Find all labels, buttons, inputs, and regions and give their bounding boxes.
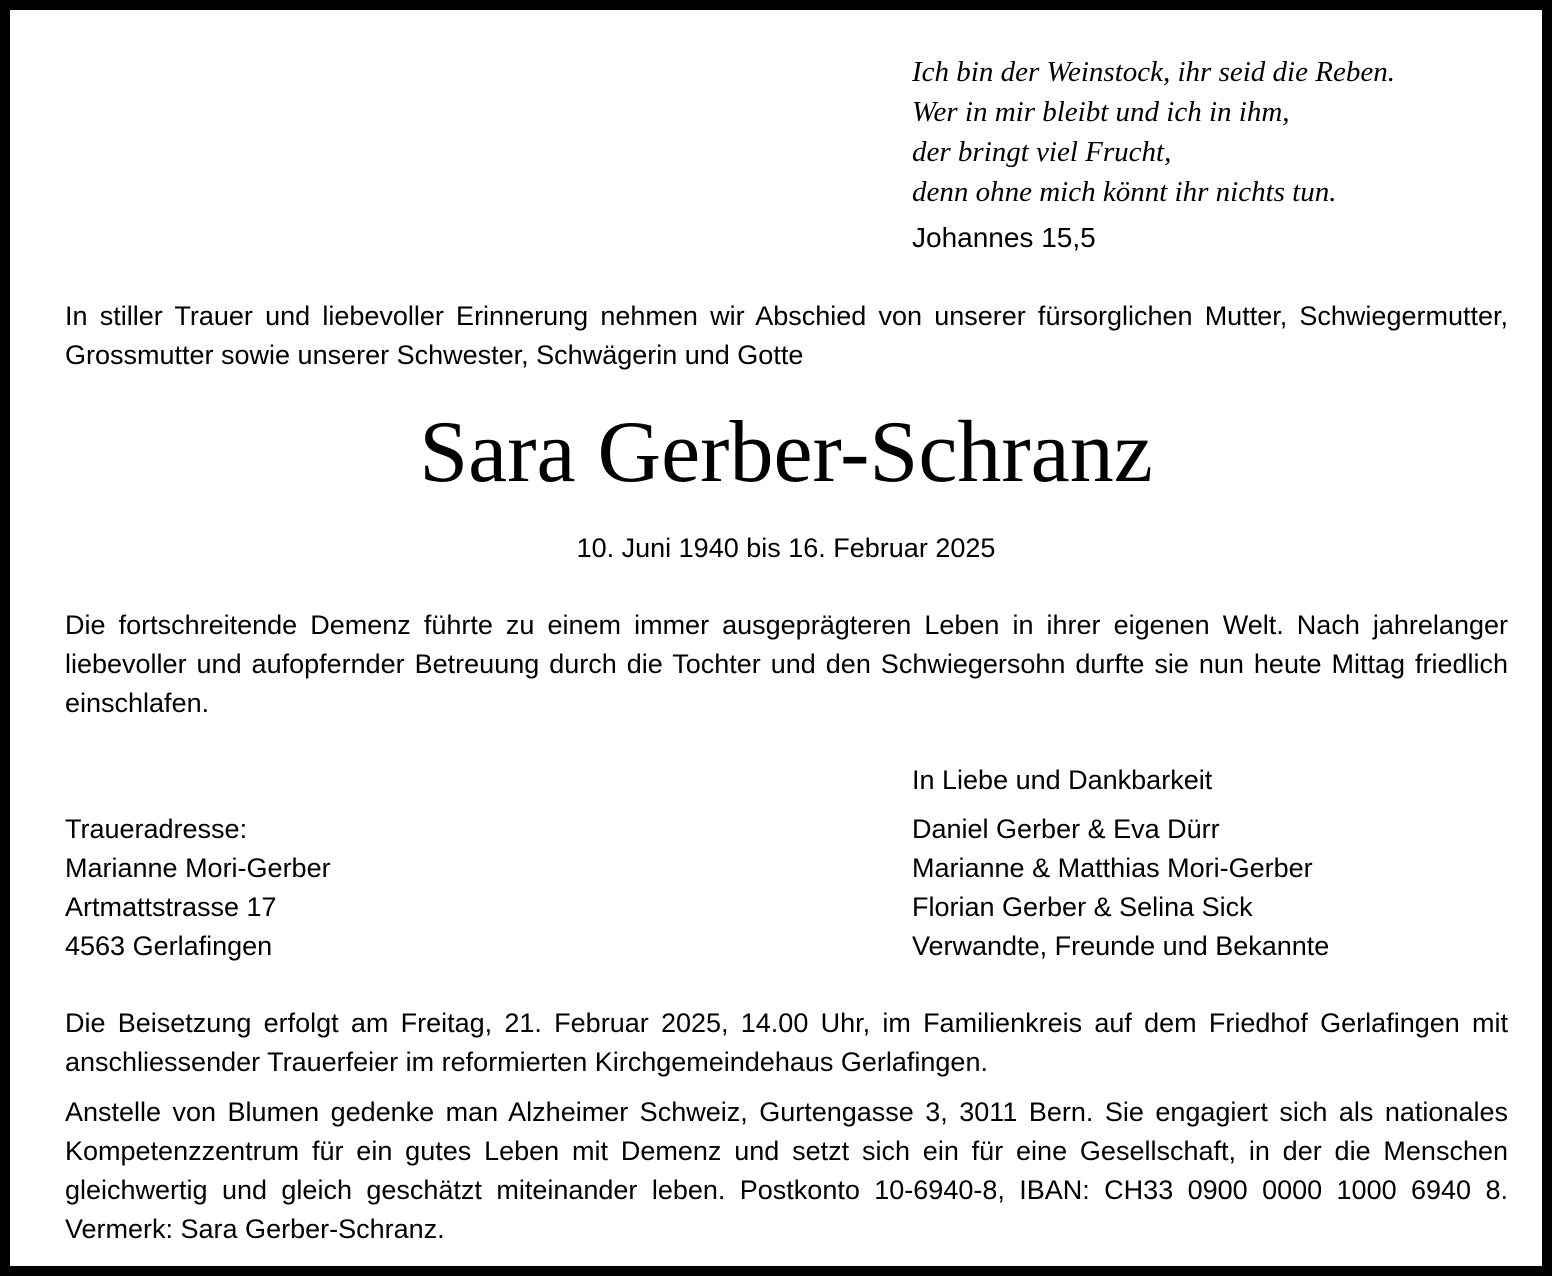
address-name: Marianne Mori-Gerber (65, 853, 331, 883)
deceased-name: Sara Gerber-Schranz (419, 404, 1153, 501)
verse-reference: Johannes 15,5 (912, 222, 1096, 253)
closing-line: In Liebe und Dankbarkeit (912, 765, 1213, 795)
mourner-entry: Daniel Gerber & Eva Dürr (912, 814, 1220, 844)
address-street: Artmattstrasse 17 (65, 892, 277, 922)
donation-paragraph: Anstelle von Blumen gedenke man Alzheimer Schweiz, Gurtengasse 3, 3011 Bern. Sie engagiert sich als nationales Kompetenzzentrum für ein gutes Leben mit Demenz und setzt sich ein für eine Gesellschaft, in der die Menschen gleichwertig und gleich geschätzt miteinander leben. Postkonto 10-6940-8, IBAN: CH33 0900 0000 1000 6940 8. Vermerk: Sara Gerber-Schranz. (65, 1097, 1508, 1244)
mourners-list (912, 810, 1329, 966)
intro-text: In stiller Trauer und liebevoller Erinnerung nehmen wir Abschied von unserer fürsorglichen Mutter, Schwiegermutter, Grossmutter sowie unserer Schwester, Schwägerin und Gotte (65, 301, 1508, 370)
verse-line: der bringt viel Frucht, (912, 136, 1172, 168)
illness-paragraph: Die fortschreitende Demenz führte zu einem immer ausgeprägteren Leben in ihrer eigenen Welt. Nach jahrelanger liebevoller und aufopfernder Betreuung durch die Tochter und den Schwiegersohn durfte sie nun heute Mittag friedlich einschlafen. (65, 610, 1508, 718)
verse-line: Ich bin der Weinstock, ihr seid die Reben. (912, 56, 1395, 88)
bible-verse (912, 52, 1512, 212)
burial-paragraph: Die Beisetzung erfolgt am Freitag, 21. Februar 2025, 14.00 Uhr, im Familienkreis auf dem Friedhof Gerlafingen mit anschliessender Trauerfeier im reformierten Kirchgemeindehaus Gerlafingen. (65, 1008, 1508, 1077)
verse-line: denn ohne mich könnt ihr nichts tun. (912, 176, 1337, 208)
mourner-entry: Florian Gerber & Selina Sick (912, 892, 1253, 922)
address-city: 4563 Gerlafingen (65, 931, 273, 961)
verse-line: Wer in mir bleibt und ich in ihm, (912, 96, 1290, 128)
address-label: Traueradresse: (65, 814, 248, 844)
mourner-entry: Marianne & Matthias Mori-Gerber (912, 853, 1313, 883)
life-dates: 10. Juni 1940 bis 16. Februar 2025 (576, 533, 996, 563)
mourning-address (65, 810, 331, 966)
mourner-entry: Verwandte, Freunde und Bekannte (912, 931, 1330, 961)
